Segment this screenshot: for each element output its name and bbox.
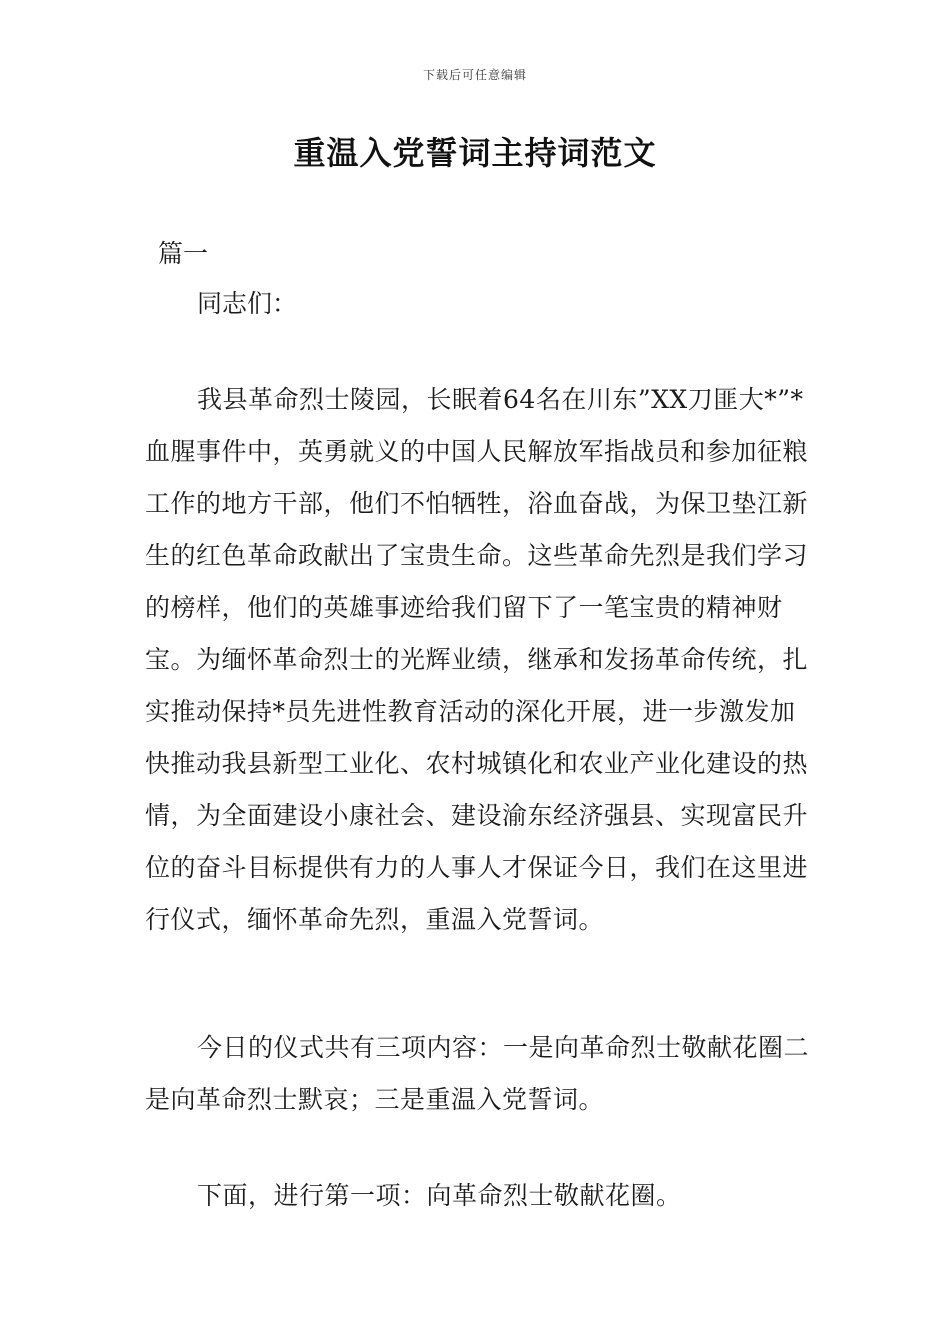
body-paragraph: 下面，进行第一项：向革命烈士敬献花圈。 xyxy=(197,1181,682,1210)
document-title: 重温入党誓词主持词范文 xyxy=(293,134,657,172)
header-note: 下载后可任意编辑 xyxy=(422,68,527,82)
body-paragraph: 我县革命烈士陵园，长眠着64名在川东”XX刀匪大*”*血腥事件中，英勇就义的中国人民解放军指战员和参加征粮工作的地方干部，他们不怕牺牲，浴血奋战，为保卫垫江新生的红色革命政献出了宝贵生命。这些革命先烈是我们学习的榜样，他们的英雄事迹给我们留下了一笔宝贵的精神财宝。为缅怀革命烈士的光辉业绩，继承和发扬革命传统，扎实推动保持*员先进性教育活动的深化开展，进一步激发加快推动我县新型工业化、农村城镇化和农业产业化建设的热情，为全面建设小康社会、建设渝东经济强县、实现富民升位的奋斗目标提供有力的人事人才保证今日，我们在这里进行仪式，缅怀革命先烈，重温入党誓词。 xyxy=(145,385,809,934)
salutation: 同志们： xyxy=(197,289,298,318)
body-paragraph: 今日的仪式共有三项内容：一是向革命烈士敬献花圈二是向革命烈士默哀；三是重温入党誓词。 xyxy=(145,1033,810,1114)
section-label: 篇一 xyxy=(158,239,209,268)
